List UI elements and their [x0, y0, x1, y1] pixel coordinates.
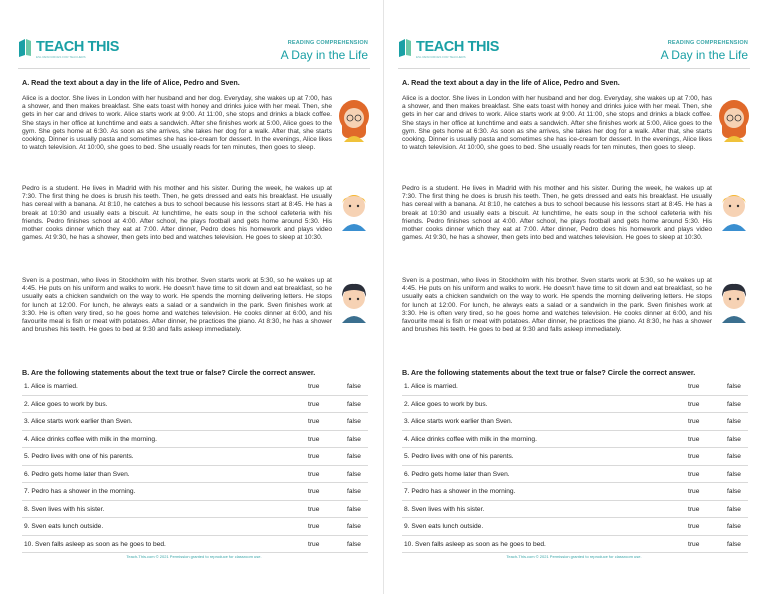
sven-paragraph: Sven is a postman, who lives in Stockholm with his brother. Sven starts work at 5:30, so he wakes up at 4:45. He puts on his uniform and walks to work. He doesn't have time to sit down and eat breakfast, so he usually eats a chicken sandwich on the way to work. He spends the morning delivering letters. He stops for lunch at 12:00. For lunch, he always eats a salad or a sandwich in the park. Sven finishes work at 3:30. He is often very tired, so he goes home and watches television. He cooks dinner at 6:00, and his favourite meal is fish or meat with potatoes. After dinner, he practices the piano. At 8:30, he has a shower and brushes his teeth. He goes to bed at 9:30 and falls asleep immediately. [22, 277, 332, 334]
statement-text: 6. Pedro gets home later than Sven. [404, 470, 510, 478]
true-option[interactable]: true [688, 488, 700, 495]
statement-row [402, 413, 748, 431]
statement-row [22, 501, 368, 519]
statement-text: 10. Sven falls asleep as soon as he goes to bed. [24, 540, 166, 548]
statement-row [402, 536, 748, 554]
statement-text: 7. Pedro has a shower in the morning. [404, 488, 516, 495]
statement-row [22, 431, 368, 449]
statement-row [402, 466, 748, 484]
statement-text: 1. Alice is married. [404, 383, 458, 390]
true-option[interactable]: true [688, 383, 700, 390]
true-option[interactable]: true [688, 400, 700, 408]
true-option[interactable]: true [688, 505, 700, 513]
false-option[interactable]: false [727, 470, 741, 478]
brand-name: TEACH THIS [36, 39, 120, 55]
footer-copyright: Teach-This.com © 2021 Permission granted to reproduce for classroom use. [126, 554, 262, 559]
worksheet-title: A Day in the Life [660, 48, 748, 62]
statement-text: 8. Sven lives with his sister. [404, 505, 485, 513]
false-option[interactable]: false [727, 453, 741, 460]
false-option[interactable]: false [727, 400, 741, 408]
false-option[interactable]: false [347, 470, 361, 478]
true-option[interactable]: true [308, 435, 320, 443]
statement-row [22, 448, 368, 466]
book-logo-icon [398, 38, 412, 58]
statement-text: 7. Pedro has a shower in the morning. [24, 488, 136, 495]
statement-row [22, 536, 368, 554]
section-a-heading: A. Read the text about a day in the life of Alice, Pedro and Sven. [402, 78, 620, 87]
sven-paragraph: Sven is a postman, who lives in Stockholm with his brother. Sven starts work at 5:30, so he wakes up at 4:45. He puts on his uniform and walks to work. He doesn't have time to sit down and eat breakfast, so he usually eats a chicken sandwich on the way to work. He spends the morning delivering letters. He stops for lunch at 12:00. For lunch, he always eats a salad or a sandwich in the park. Sven finishes work at 3:30. He is often very tired, so he goes home and watches television. He cooks dinner at 6:00, and his favourite meal is fish or meat with potatoes. After dinner, he practices the piano. At 8:30, he has a shower and brushes his teeth. He goes to bed at 9:30 and falls asleep immediately. [402, 277, 712, 334]
sven-avatar-icon [334, 279, 374, 323]
false-option[interactable]: false [727, 523, 741, 530]
false-option[interactable]: false [347, 383, 361, 390]
true-option[interactable]: true [688, 435, 700, 443]
statement-text: 3. Alice starts work earlier than Sven. [24, 418, 133, 425]
section-b-heading: B. Are the following statements about the text true or false? Circle the correct answer. [402, 368, 696, 377]
false-option[interactable]: false [727, 505, 741, 513]
footer-copyright: Teach-This.com © 2021 Permission granted to reproduce for classroom use. [506, 554, 642, 559]
false-option[interactable]: false [347, 505, 361, 513]
true-option[interactable]: true [688, 418, 700, 425]
false-option[interactable]: false [347, 540, 361, 548]
worksheet-title: A Day in the Life [280, 48, 368, 62]
statement-text: 10. Sven falls asleep as soon as he goes to bed. [404, 540, 546, 548]
statement-row [22, 483, 368, 501]
true-option[interactable]: true [308, 488, 320, 495]
statement-row [402, 518, 748, 536]
statement-row [402, 501, 748, 519]
statement-text: 1. Alice is married. [24, 383, 78, 390]
statement-text: 5. Pedro lives with one of his parents. [404, 453, 514, 460]
statement-text: 3. Alice starts work earlier than Sven. [404, 418, 513, 425]
false-option[interactable]: false [347, 435, 361, 443]
statement-text: 4. Alice drinks coffee with milk in the morning. [404, 435, 537, 443]
statement-text: 9. Sven eats lunch outside. [404, 523, 484, 530]
category-label: READING COMPREHENSION [667, 40, 748, 46]
section-b-heading: B. Are the following statements about the text true or false? Circle the correct answer. [22, 368, 316, 377]
worksheet-page-left [14, 20, 374, 580]
false-option[interactable]: false [727, 540, 741, 548]
alice-avatar-icon [714, 98, 754, 142]
brand-tagline: ESL RESOURCES FOR TEACHERS [36, 55, 86, 59]
brand-tagline: ESL RESOURCES FOR TEACHERS [416, 55, 466, 59]
statement-row [402, 448, 748, 466]
worksheet-page-right [394, 20, 754, 580]
statement-row [402, 431, 748, 449]
false-option[interactable]: false [347, 453, 361, 460]
false-option[interactable]: false [347, 400, 361, 408]
false-option[interactable]: false [727, 383, 741, 390]
alice-avatar-icon [334, 98, 374, 142]
statements-table [402, 378, 748, 553]
true-option[interactable]: true [308, 418, 320, 425]
statement-text: 4. Alice drinks coffee with milk in the morning. [24, 435, 157, 443]
false-option[interactable]: false [727, 418, 741, 425]
false-option[interactable]: false [727, 488, 741, 495]
false-option[interactable]: false [347, 488, 361, 495]
true-option[interactable]: true [308, 470, 320, 478]
statement-row [22, 518, 368, 536]
sven-avatar-icon [714, 279, 754, 323]
page-divider [383, 0, 384, 594]
statement-text: 9. Sven eats lunch outside. [24, 523, 104, 530]
true-option[interactable]: true [688, 470, 700, 478]
true-option[interactable]: true [688, 453, 700, 460]
pedro-avatar-icon [714, 187, 754, 231]
category-label: READING COMPREHENSION [287, 40, 368, 46]
false-option[interactable]: false [727, 435, 741, 443]
statement-row [22, 396, 368, 414]
statement-text: 2. Alice goes to work by bus. [404, 400, 488, 408]
statement-row [402, 483, 748, 501]
true-option[interactable]: true [688, 540, 700, 548]
statement-row [22, 466, 368, 484]
alice-paragraph: Alice is a doctor. She lives in London with her husband and her dog. Everyday, she wakes up at 7:00, has a shower, and then makes breakfast. She eats toast with honey and drinks juice with her meal. Then, she gets in her car and drives to work. Alice starts work at 9:00. At 11:00, she stops and drinks a black coffee. She stays in her office at lunchtime and eats a sandwich. After she finishes work at 5:00, Alice goes to the gym. She gets home at 6:30. As soon as she arrives, she takes her dog for a walk. After that, she starts cooking. Dinner is usually pasta and sometimes she has ice-cream for dessert. In the evenings, Alice likes to watch television. At 10:00, she goes to bed. She usually reads for ten minutes, then goes to sleep. [22, 95, 332, 152]
brand-name: TEACH THIS [416, 39, 500, 55]
true-option[interactable]: true [308, 383, 320, 390]
statement-row [22, 413, 368, 431]
false-option[interactable]: false [347, 418, 361, 425]
statement-text: 2. Alice goes to work by bus. [24, 400, 108, 408]
pedro-paragraph: Pedro is a student. He lives in Madrid with his mother and his sister. During the week, he wakes up at 7:30. The first thing he does is brush his teeth. Then, he gets dressed and eats his breakfast. He usually has cereal with a banana. At 8:10, he catches a bus to school because his lessons start at 8:45. He has a break at 10:30 and usually eats a biscuit. At lunchtime, he eats soup in the school cafeteria with his friends. Pedro finishes school at 4:00. After school, he plays football and gets home around 5:30. His mother cooks dinner which they eat at 7:00. After dinner, Pedro does his homework and plays video games. At 9:30, he has a shower, then gets into bed and watches television. He goes to sleep at 10:30. [22, 185, 332, 242]
true-option[interactable]: true [308, 505, 320, 513]
pedro-avatar-icon [334, 187, 374, 231]
statements-table [22, 378, 368, 553]
section-a-heading: A. Read the text about a day in the life of Alice, Pedro and Sven. [22, 78, 240, 87]
alice-paragraph: Alice is a doctor. She lives in London with her husband and her dog. Everyday, she wakes up at 7:00, has a shower, and then makes breakfast. She eats toast with honey and drinks juice with her meal. Then, she gets in her car and drives to work. Alice starts work at 9:00. At 11:00, she stops and drinks a black coffee. She stays in her office at lunchtime and eats a sandwich. After she finishes work at 5:00, Alice goes to the gym. She gets home at 6:30. As soon as she arrives, she takes her dog for a walk. After that, she starts cooking. Dinner is usually pasta and sometimes she has ice-cream for dessert. In the evenings, Alice likes to watch television. At 10:00, she goes to bed. She usually reads for ten minutes, then goes to sleep. [402, 95, 712, 152]
false-option[interactable]: false [347, 523, 361, 530]
book-logo-icon [18, 38, 32, 58]
true-option[interactable]: true [308, 540, 320, 548]
statement-text: 5. Pedro lives with one of his parents. [24, 453, 134, 460]
header-divider [398, 68, 750, 69]
statement-row [402, 378, 748, 396]
pedro-paragraph: Pedro is a student. He lives in Madrid with his mother and his sister. During the week, he wakes up at 7:30. The first thing he does is brush his teeth. Then, he gets dressed and eats his breakfast. He usually has cereal with a banana. At 8:10, he catches a bus to school because his lessons start at 8:45. He has a break at 10:30 and usually eats a biscuit. At lunchtime, he eats soup in the school cafeteria with his friends. Pedro finishes school at 4:00. After school, he plays football and gets home around 5:30. His mother cooks dinner which they eat at 7:00. After dinner, Pedro does his homework and plays video games. At 9:30, he has a shower, then gets into bed and watches television. He goes to sleep at 10:30. [402, 185, 712, 242]
header-divider [18, 68, 370, 69]
statement-text: 8. Sven lives with his sister. [24, 505, 105, 513]
true-option[interactable]: true [308, 523, 320, 530]
statement-text: 6. Pedro gets home later than Sven. [24, 470, 130, 478]
true-option[interactable]: true [688, 523, 700, 530]
true-option[interactable]: true [308, 400, 320, 408]
statement-row [22, 378, 368, 396]
true-option[interactable]: true [308, 453, 320, 460]
statement-row [402, 396, 748, 414]
